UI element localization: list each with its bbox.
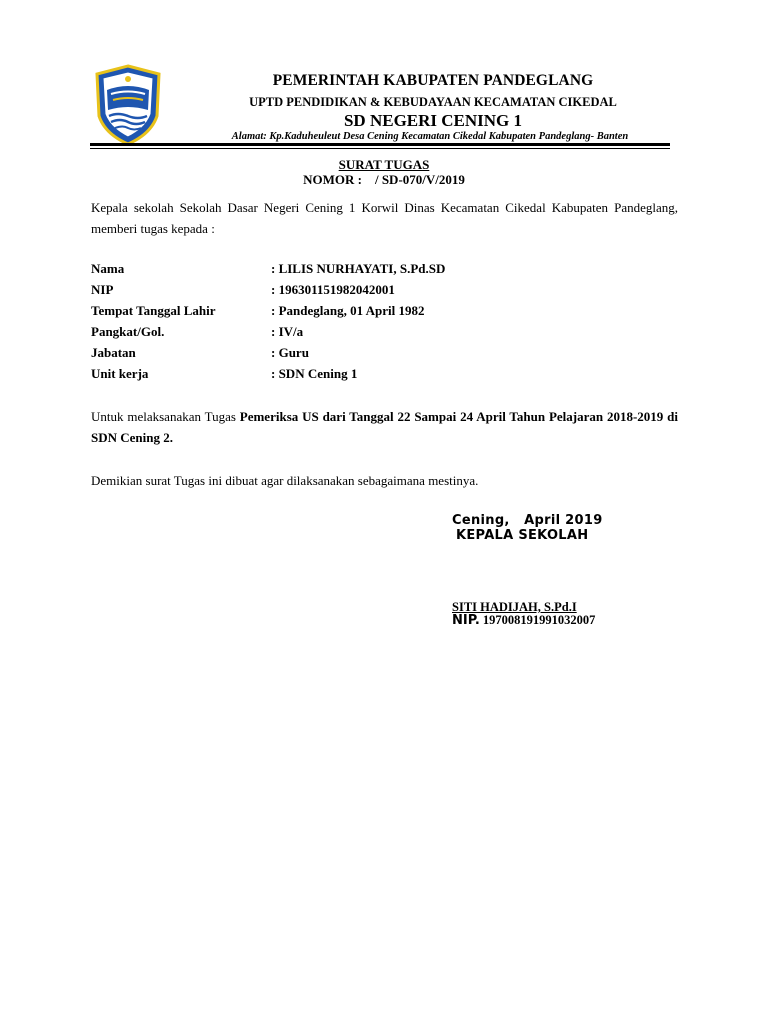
- letterhead-school: SD NEGERI CENING 1: [343, 111, 523, 130]
- signature-nip: [452, 613, 595, 628]
- field-value: : LILIS NURHAYATI, S.Pd.SD: [271, 261, 446, 276]
- document-title: SURAT TUGAS: [338, 157, 430, 172]
- task-prefix: Untuk melaksanakan Tugas: [91, 409, 240, 424]
- field-row-nip: [91, 282, 681, 303]
- letterhead-government: PEMERINTAH KABUPATEN PANDEGLANG: [272, 72, 594, 89]
- regency-crest-icon: [93, 64, 163, 146]
- field-value: : Pandeglang, 01 April 1982: [271, 303, 425, 318]
- assignee-details: [91, 261, 681, 387]
- letterhead-address: Alamat: Kp.Kaduheuleut Desa Cening Kecamatan Cikedal Kabupaten Pandeglang- Banten: [231, 131, 629, 142]
- task-detail: Pemeriksa US dari Tanggal 22 Sampai 24 April Tahun Pelajaran 2018-2019 di SDN Cening 2.: [91, 409, 678, 445]
- field-row-rank: [91, 324, 681, 345]
- field-value: : IV/a: [271, 324, 304, 339]
- intro-paragraph: Kepala sekolah Sekolah Dasar Negeri Cening 1 Korwil Dinas Kecamatan Cikedal Kabupaten Pandeglang, memberi tugas kepada :: [91, 200, 678, 236]
- field-label: Pangkat/Gol.: [91, 324, 165, 339]
- field-row-work-unit: [91, 366, 681, 387]
- field-value: : Guru: [271, 345, 309, 360]
- field-row-position: [91, 345, 681, 366]
- field-label: Nama: [91, 261, 125, 276]
- task-paragraph: [91, 406, 678, 448]
- field-label: Jabatan: [91, 345, 136, 360]
- signature-nip-label: NIP.: [452, 613, 480, 628]
- signature-position: KEPALA SEKOLAH: [456, 528, 589, 543]
- field-value: : SDN Cening 1: [271, 366, 358, 381]
- letterhead-office: UPTD PENDIDIKAN & KEBUDAYAAN KECAMATAN CIKEDAL: [249, 95, 617, 109]
- signature-place-date: Cening, April 2019: [452, 513, 603, 528]
- closing-paragraph: Demikian surat Tugas ini dibuat agar dilaksanakan sebagaimana mestinya.: [91, 473, 479, 488]
- letterhead-divider-thick: [90, 143, 670, 146]
- document-number: NOMOR : / SD-070/V/2019: [303, 172, 465, 187]
- field-value: : 196301151982042001: [271, 282, 395, 297]
- field-row-birth: [91, 303, 681, 324]
- letterhead-divider-thin: [90, 148, 670, 149]
- field-label: NIP: [91, 282, 114, 297]
- signature-name: SITI HADIJAH, S.Pd.I: [452, 600, 577, 614]
- signature-nip-value: 197008191991032007: [482, 613, 596, 627]
- field-label: Tempat Tanggal Lahir: [91, 303, 216, 318]
- field-row-name: [91, 261, 681, 282]
- field-label: Unit kerja: [91, 366, 149, 381]
